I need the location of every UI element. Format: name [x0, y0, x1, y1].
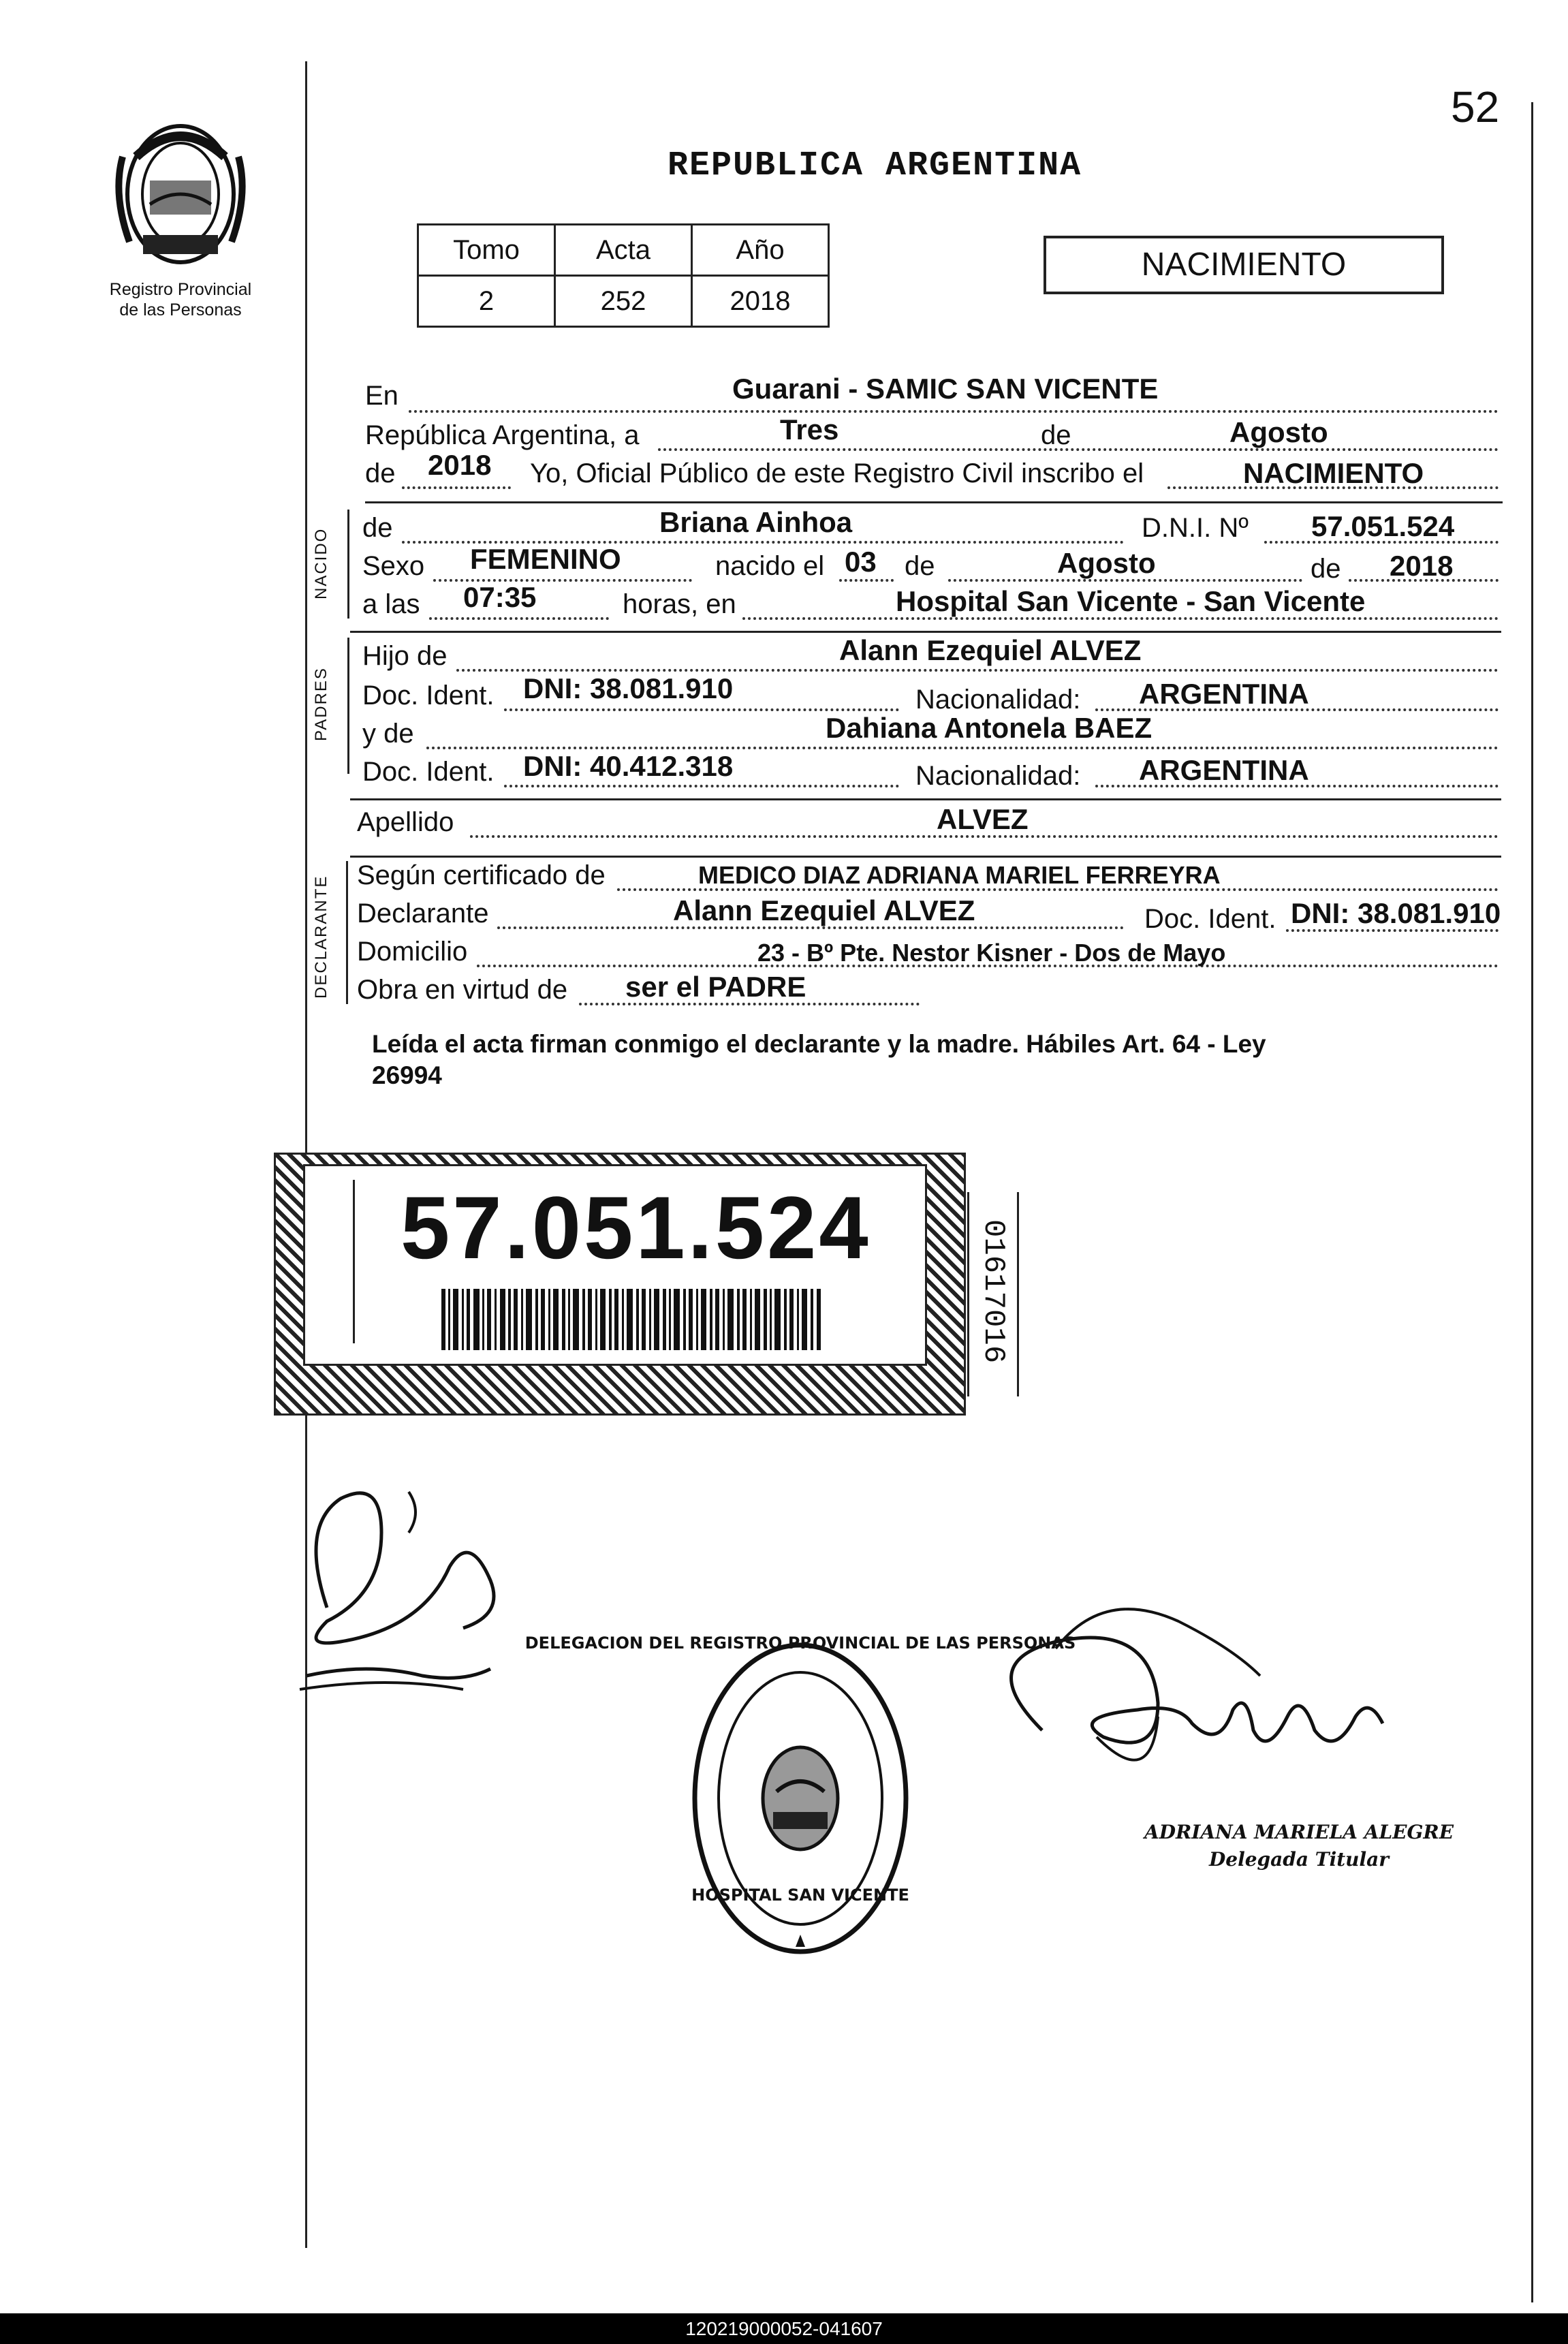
- alas-label: a las: [362, 589, 420, 619]
- birth-time: 07:35: [463, 581, 537, 613]
- institution-line-2: de las Personas: [119, 300, 242, 319]
- signature-caption: [1144, 1819, 1454, 1873]
- dotted-line: [429, 617, 609, 620]
- doc-label: Doc. Ident.: [1144, 904, 1276, 934]
- institution-line-1: Registro Provincial: [109, 280, 252, 299]
- yde-label: y de: [362, 719, 414, 749]
- event-value: NACIMIENTO: [1243, 457, 1424, 489]
- sticker-bar: [353, 1180, 355, 1343]
- mother-doc: DNI: 40.412.318: [523, 750, 734, 782]
- col-tomo-header: Tomo: [418, 225, 555, 276]
- id-sticker: [274, 1153, 966, 1416]
- dotted-line: [504, 708, 899, 711]
- declarante-name: Alann Ezequiel ALVEZ: [673, 894, 975, 926]
- registry-table: [417, 223, 830, 328]
- domicilio-value: 23 - Bº Pte. Nestor Kisner - Dos de Mayo: [757, 939, 1226, 967]
- page-number: 52: [1451, 82, 1500, 131]
- officer-signature: [933, 1580, 1492, 1839]
- footer-code: 120219000052-041607: [685, 2318, 883, 2339]
- father-name: Alann Ezequiel ALVEZ: [839, 634, 1142, 666]
- right-margin-line: [1531, 102, 1533, 2302]
- sticker-number: 57.051.524: [401, 1178, 871, 1277]
- anio-value: 2018: [692, 276, 829, 327]
- birth-year: 2018: [1390, 550, 1454, 582]
- horas-label: horas, en: [623, 589, 736, 619]
- section-bar: [347, 510, 349, 619]
- apellido-value: ALVEZ: [937, 803, 1029, 835]
- hijo-label: Hijo de: [362, 641, 448, 671]
- segun-label: Según certificado de: [357, 860, 606, 890]
- apellido-label: Apellido: [357, 807, 454, 837]
- footer-bar: [0, 2313, 1568, 2344]
- dotted-line: [426, 747, 1499, 749]
- dotted-line: [402, 486, 511, 489]
- mother-nationality: ARGENTINA: [1139, 754, 1309, 786]
- dotted-line: [497, 926, 1124, 929]
- de-label: de: [362, 513, 393, 543]
- closing-text: [372, 1029, 1266, 1091]
- de2-label: de: [365, 458, 396, 488]
- section-divider: [365, 501, 1503, 503]
- birth-day: 03: [845, 546, 877, 578]
- dotted-line: [409, 410, 1499, 413]
- father-nationality: ARGENTINA: [1139, 678, 1309, 710]
- tomo-value: 2: [418, 276, 555, 327]
- dotted-line: [658, 448, 1499, 451]
- en-label: En: [365, 381, 398, 411]
- de-label: de: [1041, 420, 1071, 450]
- section-bar: [346, 861, 348, 1004]
- doc-type-box: NACIMIENTO: [1044, 236, 1444, 294]
- day-value: Tres: [780, 413, 839, 446]
- padres-section-label: PADRES: [312, 667, 330, 741]
- section-divider: [350, 798, 1501, 800]
- sexo-label: Sexo: [362, 551, 425, 581]
- signature-caption-name: ADRIANA MARIELA ALEGRE: [1144, 1821, 1454, 1843]
- dni-label: D.N.I. Nº: [1142, 513, 1249, 543]
- nacido-label: nacido el: [715, 551, 825, 581]
- domicilio-label: Domicilio: [357, 937, 468, 967]
- serial-strip: [967, 1192, 1019, 1396]
- month-value: Agosto: [1229, 416, 1328, 448]
- nacionalidad-label: Nacionalidad:: [915, 685, 1081, 715]
- de-label: de: [1311, 554, 1341, 584]
- place-value: Guarani - SAMIC SAN VICENTE: [732, 373, 1159, 405]
- oficial-text: Yo, Oficial Público de este Registro Civil inscribo el: [530, 458, 1144, 488]
- declarante-doc: DNI: 38.081.910: [1291, 897, 1501, 929]
- dotted-line: [504, 785, 899, 787]
- birth-month: Agosto: [1057, 547, 1156, 579]
- mother-name: Dahiana Antonela BAEZ: [826, 712, 1153, 744]
- acta-value: 252: [555, 276, 692, 327]
- section-divider: [350, 856, 1501, 858]
- closing-line-1: Leída el acta firman conmigo el declarante y la madre. Hábiles Art. 64 - Ley: [372, 1030, 1266, 1058]
- doc-label: Doc. Ident.: [362, 681, 495, 710]
- institution-name: [82, 279, 279, 320]
- dotted-line: [579, 1003, 920, 1005]
- col-anio-header: Año: [692, 225, 829, 276]
- dotted-line: [839, 579, 894, 582]
- dotted-line: [470, 835, 1499, 838]
- obra-label: Obra en virtud de: [357, 975, 568, 1005]
- closing-line-2: 26994: [372, 1061, 442, 1089]
- barcode: [441, 1289, 823, 1350]
- seal-ring-text: DELEGACION DEL REGISTRO PROVINCIAL DE LAS PERSONAS: [524, 1634, 1076, 1653]
- doc-label: Doc. Ident.: [362, 757, 495, 787]
- dotted-line: [742, 617, 1499, 620]
- dotted-line: [456, 669, 1499, 672]
- declarante-signature: [286, 1471, 518, 1717]
- page-title: REPUBLICA ARGENTINA: [668, 146, 1082, 185]
- official-seal: [524, 1634, 1076, 1962]
- sexo-value: FEMENINO: [470, 543, 621, 575]
- province-emblem: [109, 116, 252, 272]
- father-doc: DNI: 38.081.910: [523, 672, 734, 704]
- dotted-line: [948, 579, 1302, 582]
- section-divider: [350, 631, 1501, 633]
- dotted-line: [1286, 929, 1499, 932]
- child-name: Briana Ainhoa: [659, 506, 853, 538]
- signature-caption-role: Delegada Titular: [1209, 1848, 1390, 1871]
- republica-label: República Argentina, a: [365, 420, 640, 450]
- birth-place: Hospital San Vicente - San Vicente: [896, 585, 1366, 617]
- section-bar: [347, 638, 349, 774]
- certificate-value: MEDICO DIAZ ADRIANA MARIEL FERREYRA: [698, 861, 1221, 889]
- nacido-section-label: NACIDO: [312, 527, 330, 599]
- nacionalidad-label: Nacionalidad:: [915, 761, 1081, 791]
- sticker-serial: 01617016: [976, 1219, 1010, 1364]
- year-value: 2018: [428, 449, 492, 481]
- seal-inner-text: HOSPITAL SAN VICENTE: [691, 1886, 909, 1905]
- child-dni: 57.051.524: [1311, 510, 1455, 542]
- sticker-inner: [303, 1164, 927, 1366]
- declarante-label: Declarante: [357, 898, 489, 928]
- de-label: de: [905, 551, 935, 581]
- col-acta-header: Acta: [555, 225, 692, 276]
- declarante-section-label: DECLARANTE: [312, 875, 330, 999]
- obra-value: ser el PADRE: [625, 971, 806, 1003]
